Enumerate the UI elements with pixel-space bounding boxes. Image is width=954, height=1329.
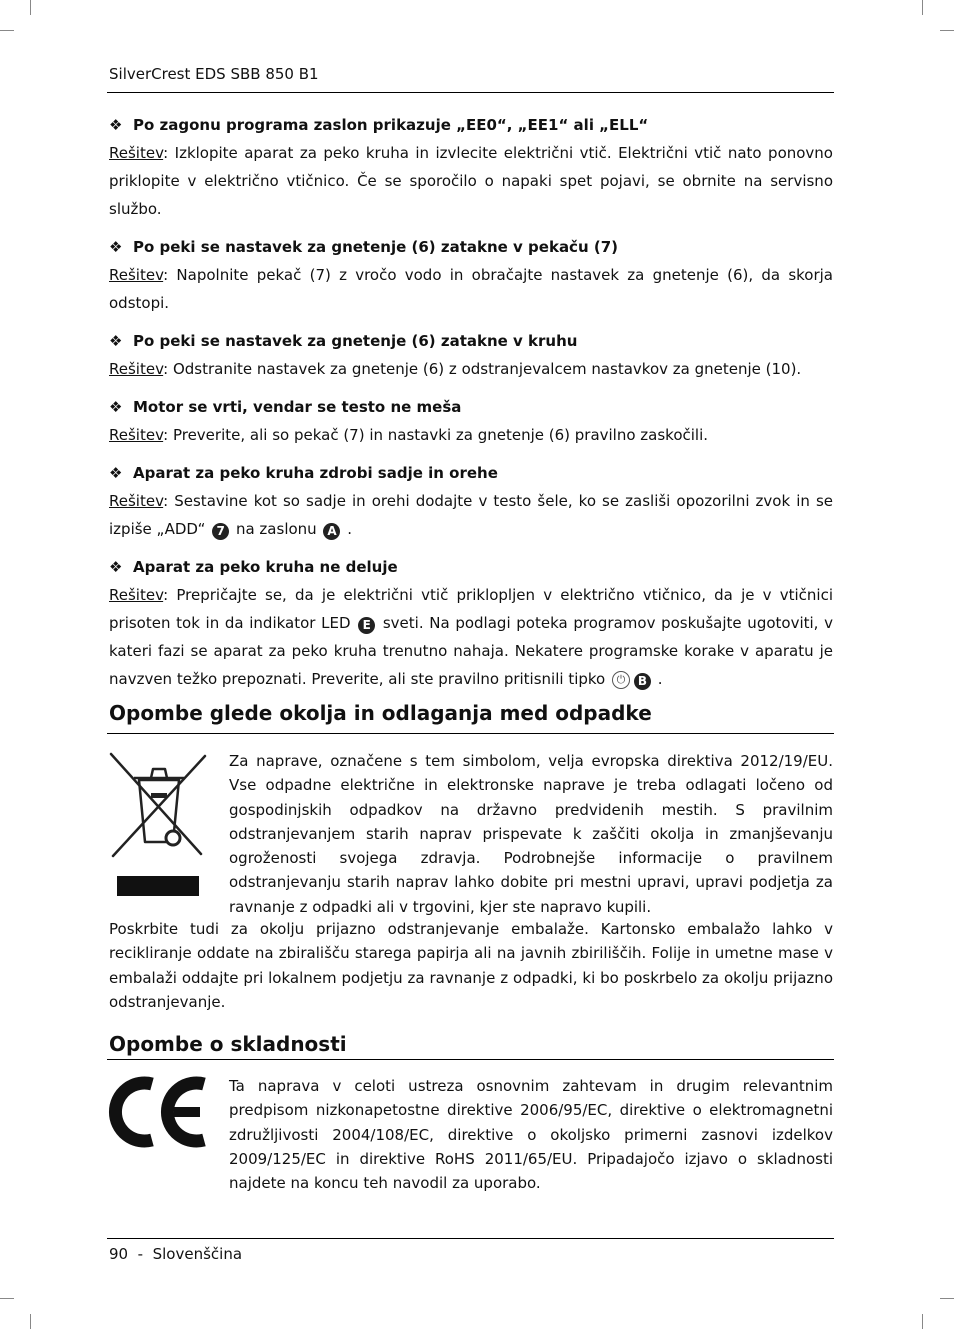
- crop-mark: [922, 0, 923, 15]
- section-rule: [107, 1059, 834, 1060]
- item-body: Rešitev: Sestavine kot so sadje in orehi dodajte v testo šele, ko se zasliši opozorilni zvok in se izpiše „ADD“ 7 na zaslonu A .: [109, 492, 833, 538]
- item-body: Rešitev: Prepričajte se, da je električni vtič priklopljen v električno vtičnico, da je v vtičnici prisoten tok in da indikator LED E sveti. Na podlagi poteka programov poskušajte ugotoviti, v kateri fazi se aparat za peko kruha trenutno nahaja. Nekatere programske korake v aparatu je navzven težko prepoznati. Preverite, ali ste pravilno pritisnili tipko ⏻ B .: [109, 586, 833, 688]
- crop-mark: [0, 1298, 14, 1299]
- packaging-text: Poskrbite tudi za okolju prijazno odstranjevanje embalaže. Kartonsko embalažo lahko v recikliranje oddate na zbirališču starega papirja ali na javnih zbiriliščih. Folije in umetne mase v embalaži oddajte pri lokalnem podjetju za ravnanje z odpadki, ki bo poskrbelo za okolju prijazno odstranjevanje.: [109, 920, 833, 1011]
- page-header: SilverCrest EDS SBB 850 B1: [109, 65, 319, 83]
- solution-label: Rešitev: [109, 426, 164, 444]
- environment-heading: Opombe glede okolja in odlaganja med odpadke: [109, 701, 652, 725]
- item-body: [109, 139, 833, 223]
- item-title: ❖ Aparat za peko kruha zdrobi sadje in orehe: [109, 459, 833, 487]
- weee-text: Za naprave, označene s tem simbolom, velja evropska direktiva 2012/19/EU. Vse odpadne električne in elektronske naprave je treba odlagati ločeno od gospodinjskih odpadkov na državno predvidenih mestih. S pravilnim odstranjevanjem starih naprav prispevate k zaščiti okolja in zmanjševanju ogroženosti svojega zdravja. Podrobnejše informacije o pravilnem odstranjevanju starih naprav lahko dobite pri mestni upravi, upravi podjetja za ravnanje z odpadki ali v trgovini, kjer ste napravo kupili.: [229, 752, 833, 916]
- item-body: [109, 261, 833, 317]
- crop-mark: [30, 0, 31, 15]
- solution-text: : Preverite, ali so pekač (7) in nastavki za gnetenje (6) pravilno zaskočili.: [163, 426, 709, 444]
- solution-label: Rešitev: [109, 492, 164, 510]
- troubleshooting-list: [109, 110, 833, 703]
- diamond-bullet-icon: ❖: [109, 398, 123, 416]
- solution-text: : Sestavine kot so sadje in orehi dodajte v testo šele, ko se zasliši opozorilni zvok in se izpiše „ADD“: [109, 492, 833, 538]
- item-title: ❖ Po peki se nastavek za gnetenje (6) zatakne v pekaču (7): [109, 233, 833, 261]
- weee-bin-icon: [109, 752, 207, 898]
- crop-mark: [940, 1298, 954, 1299]
- conformity-heading: Opombe o skladnosti: [109, 1032, 347, 1056]
- solution-text: : Prepričajte se, da je električni vtič priklopljen v električno vtičnico, da je v vtičnici prisoten tok in da indikator LED: [109, 586, 833, 632]
- troubleshooting-item: [109, 459, 833, 543]
- troubleshooting-item: [109, 393, 833, 449]
- language-label: Slovenščina: [152, 1245, 243, 1263]
- diamond-bullet-icon: ❖: [109, 332, 123, 350]
- crop-mark: [940, 30, 954, 31]
- button-7-icon: 7: [212, 523, 229, 540]
- troubleshooting-item: [109, 327, 833, 383]
- footer-rule: [107, 1238, 834, 1239]
- item-title: ❖ Po peki se nastavek za gnetenje (6) zatakne v kruhu: [109, 327, 833, 355]
- display-a-icon: A: [323, 523, 340, 540]
- crop-mark: [0, 30, 14, 31]
- solution-text: : Napolnite pekač (7) z vročo vodo in obračajte nastavek za gnetenje (6), da skorja odstopi.: [109, 266, 833, 312]
- solution-label: Rešitev: [109, 266, 164, 284]
- solution-text: : Izklopite aparat za peko kruha in izvlecite električni vtič. Električni vtič nato ponovno priklopite v električno vtičnico. Če se sporočilo o napaki spet pojavi, se obrnite na servisno službo.: [109, 144, 833, 218]
- item-body: [109, 355, 833, 383]
- item-title: ❖ Motor se vrti, vendar se testo ne meša: [109, 393, 833, 421]
- item-title: ❖ Po zagonu programa zaslon prikazuje „EE0“, „EE1“ ali „ELL“: [109, 111, 833, 139]
- solution-label: Rešitev: [109, 586, 164, 604]
- item-body: [109, 421, 833, 449]
- solution-label: Rešitev: [109, 360, 164, 378]
- diamond-bullet-icon: ❖: [109, 116, 123, 134]
- button-b-icon: B: [634, 673, 651, 690]
- troubleshooting-item: [109, 233, 833, 317]
- troubleshooting-item: [109, 111, 833, 223]
- diamond-bullet-icon: ❖: [109, 558, 123, 576]
- crop-mark: [30, 1314, 31, 1329]
- conformity-text: Ta naprava v celoti ustreza osnovnim zahtevam in drugim relevantnim predpisom nizkonapetostne direktive 2006/95/EC, direktive o elektromagnetni združljivosti 2004/108/EC, direktive o okoljsko primerni zasnovi izdelkov 2009/125/EC in direktive RoHS 2011/65/EU. Pripadajočo izjavo o skladnosti najdete na koncu teh navodil za uporabo.: [229, 1077, 833, 1193]
- page-number: 90: [109, 1245, 129, 1263]
- solution-text: : Odstranite nastavek za gnetenje (6) z odstranjevalcem nastavkov za gnetenje (10).: [163, 360, 802, 378]
- solution-label: Rešitev: [109, 144, 164, 162]
- item-title: ❖ Aparat za peko kruha ne deluje: [109, 553, 833, 581]
- diamond-bullet-icon: ❖: [109, 464, 123, 482]
- page-footer: 90 - Slovenščina: [109, 1245, 243, 1263]
- led-e-icon: E: [358, 617, 375, 634]
- power-button-icon: ⏻: [612, 671, 630, 689]
- troubleshooting-item: [109, 553, 833, 693]
- ce-mark-icon: [108, 1076, 208, 1148]
- section-rule: [107, 733, 834, 734]
- crop-mark: [922, 1314, 923, 1329]
- header-rule: [107, 92, 834, 93]
- diamond-bullet-icon: ❖: [109, 238, 123, 256]
